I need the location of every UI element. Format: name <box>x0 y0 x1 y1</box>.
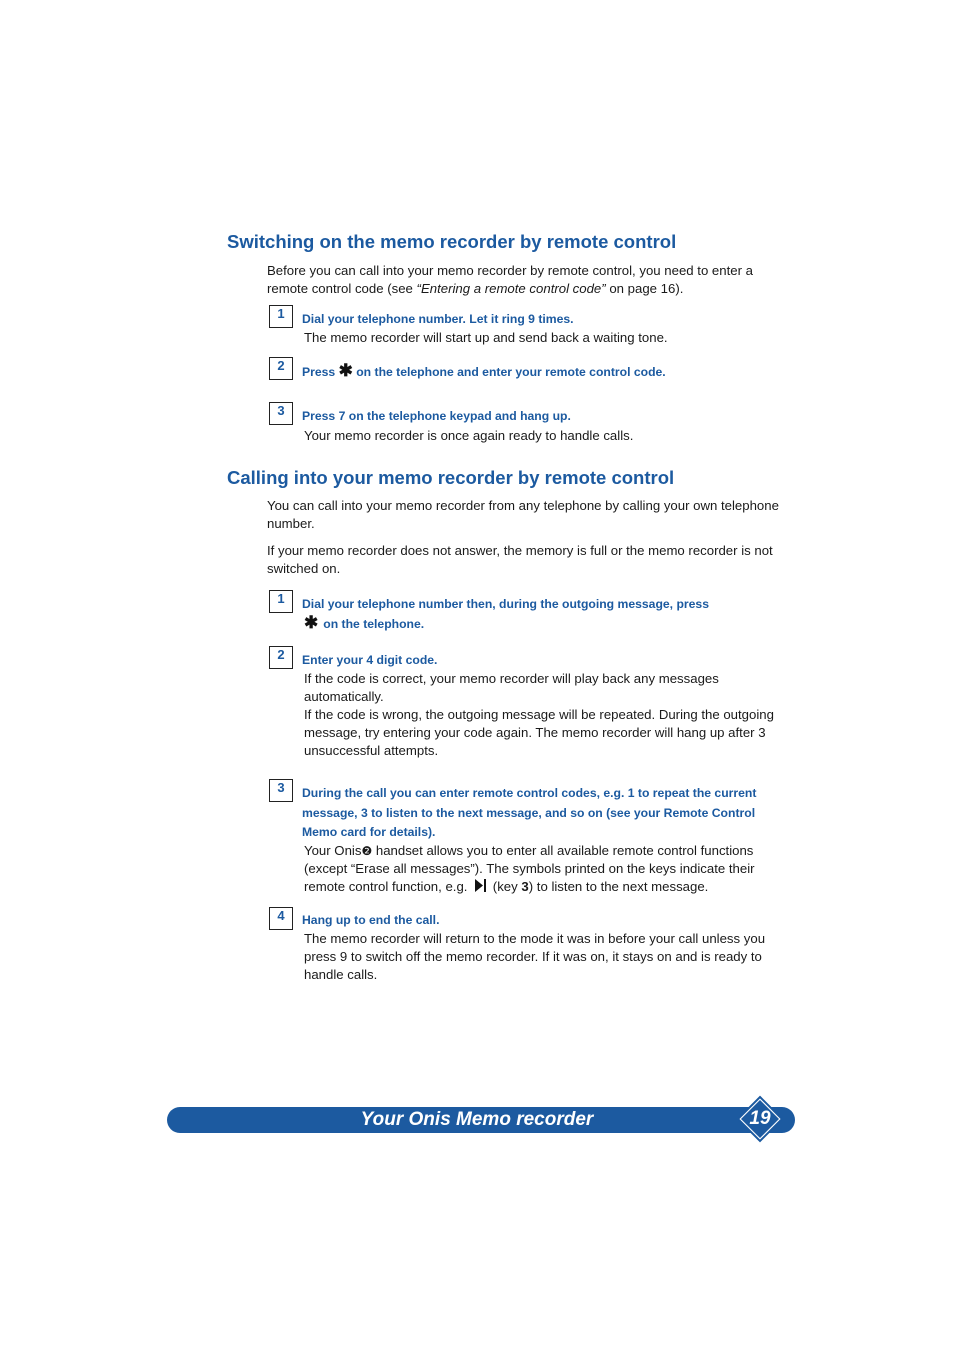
step-title-text: on the telephone. <box>323 617 425 631</box>
star-key-icon: ✱ <box>304 613 319 632</box>
body-text: Your Onis <box>304 843 362 858</box>
body-text: (key <box>489 879 522 894</box>
step-body: The memo recorder will return to the mode it was in before your call unless you press 9 to switch off the memo recorder. If it was on, it stays on and is ready to handle calls. <box>304 931 766 982</box>
section2-para: You can call into your memo recorder from any telephone by calling your own telephone number. <box>267 498 779 531</box>
step-title: Dial your telephone number. Let it ring 9 times. <box>302 312 574 326</box>
step-title-continued <box>304 613 788 635</box>
step-body: If the code is correct, your memo recorder will play back any messages automatically. <box>304 671 719 704</box>
intro-reference: “Entering a remote control code” <box>416 281 606 296</box>
intro-suffix: on page 16). <box>605 281 684 296</box>
body-text: ) to listen to the next message. <box>528 879 709 894</box>
step-title: Dial your telephone number then, during the outgoing message, press <box>302 597 709 611</box>
step-number: 2 <box>269 646 293 669</box>
skip-next-icon <box>475 879 487 897</box>
step-body: If the code is wrong, the outgoing message will be repeated. During the outgoing message, try entering your code again. The memo recorder will hang up after 3 unsuccessful attempts. <box>304 707 774 758</box>
key-number: 3 <box>521 879 529 894</box>
step-title: Enter your 4 digit code. <box>302 653 438 667</box>
section-heading-switching-on: Switching on the memo recorder by remote control <box>227 231 677 252</box>
step-body <box>304 842 786 897</box>
step-number: 1 <box>269 305 293 328</box>
step-title-text: on the telephone and enter your remote control code. <box>352 365 666 379</box>
footer-title: Your Onis Memo recorder <box>360 1109 594 1130</box>
step-body: Your memo recorder is once again ready to handle calls. <box>304 428 634 443</box>
step-title: During the call you can enter remote control codes, e.g. 1 to repeat the current message, 3 to listen to the next message, and so on (see your Remote Control Memo card for details). <box>302 786 757 839</box>
step-number: 3 <box>269 779 293 802</box>
step-title: Press 7 on the telephone keypad and hang up. <box>302 409 571 423</box>
step-title: Hang up to end the call. <box>302 913 440 927</box>
intro-text: Before you can call into your memo recorder by remote control, you need to enter a remote control code (see <box>267 263 753 296</box>
page-number: 19 <box>749 1108 771 1129</box>
section2-para: If your memo recorder does not answer, the memory is full or the memo recorder is not switched on. <box>267 543 773 576</box>
step-number: 2 <box>269 357 293 380</box>
section1-intro <box>267 262 787 298</box>
step-title-text: Press <box>302 365 339 379</box>
step-body: The memo recorder will start up and send back a waiting tone. <box>304 330 668 345</box>
step-number: 4 <box>269 907 293 930</box>
step-title <box>302 361 786 383</box>
body-text: handset allows you to enter all available remote control functions (except “Erase all messages”). The symbols printed on the keys indicate their remote control function, e.g. <box>304 843 755 894</box>
onis2-badge: ❷ <box>361 844 373 858</box>
step-number: 1 <box>269 590 293 613</box>
star-key-icon: ✱ <box>338 361 353 380</box>
section-heading-calling-into: Calling into your memo recorder by remote control <box>227 467 675 488</box>
step-number: 3 <box>269 402 293 425</box>
